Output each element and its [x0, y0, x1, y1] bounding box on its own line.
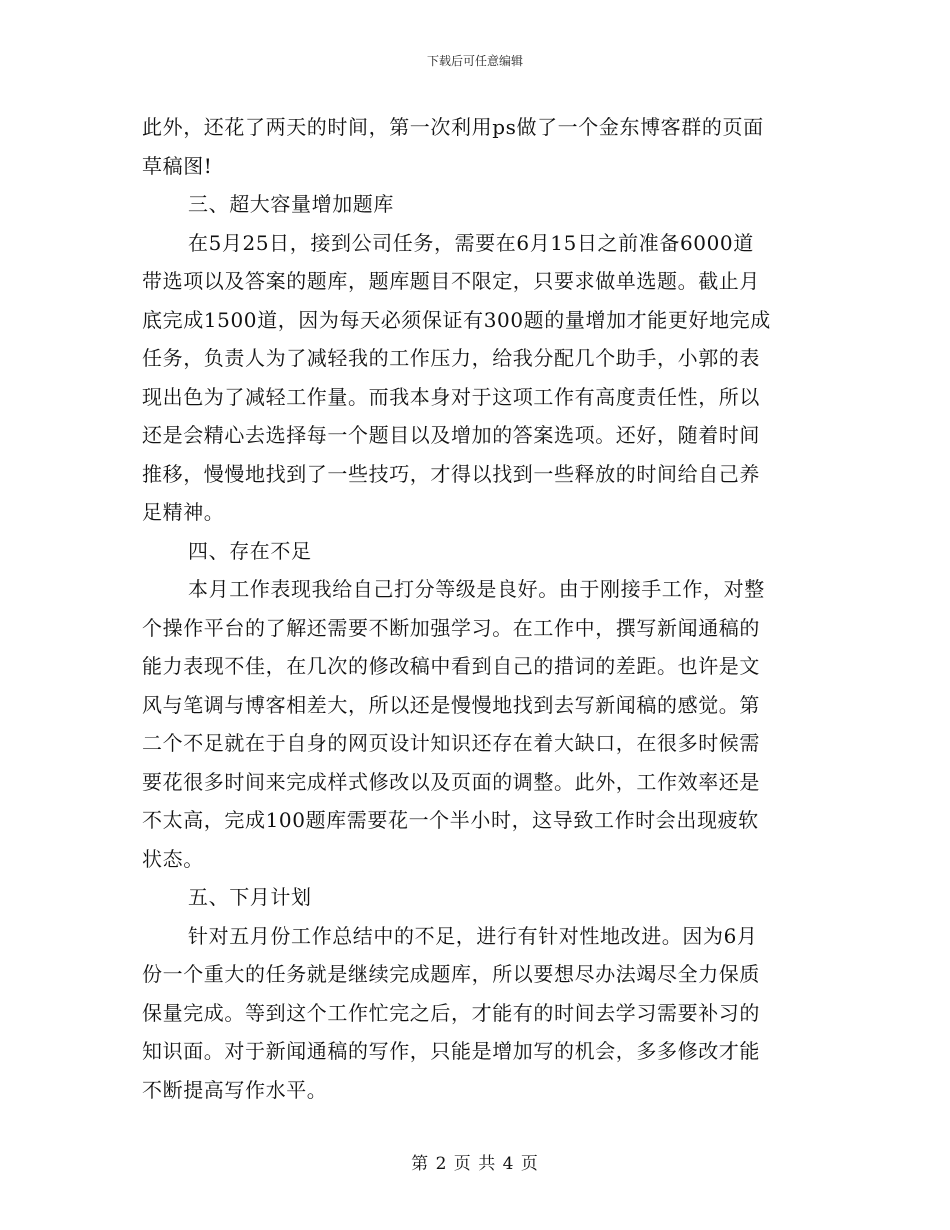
text-line: 本月工作表现我给自己打分等级是良好。由于刚接手工作，对整: [188, 577, 765, 601]
text-line: 足精神。: [142, 500, 225, 524]
text-line: 状态。: [142, 846, 204, 871]
text-line: 保量完成。等到这个工作忙完之后，才能有的时间去学习需要补习的: [142, 1000, 760, 1025]
text-line: 五、下月计划: [188, 885, 312, 909]
text-line: 现出色为了减轻工作量。而我本身对于这项工作有高度责任性，所以: [142, 384, 760, 409]
page-header: 下载后可任意编辑: [426, 54, 523, 68]
text-line: 针对五月份工作总结中的不足，进行有针对性地改进。因为6月: [188, 923, 758, 948]
text-line: 知识面。对于新闻通稿的写作，只能是增加写的机会，多多修改才能: [142, 1039, 760, 1063]
text-line: 能力表现不佳，在几次的修改稿中看到自己的措词的差距。也许是文: [142, 654, 760, 678]
text-line: 份一个重大的任务就是继续完成题库，所以要想尽办法竭尽全力保质: [142, 962, 760, 986]
text-line: 此外，还花了两天的时间，第一次利用ps做了一个金东博客群的页面: [142, 115, 764, 139]
text-line: 任务，负责人为了减轻我的工作压力，给我分配几个助手，小郭的表: [142, 346, 760, 370]
document-body: [142, 108, 810, 1109]
text-line: 不断提高写作水平。: [142, 1077, 328, 1102]
text-line: 三、超大容量增加题库: [188, 192, 394, 216]
page-footer: 第 2 页 共 4 页: [411, 1154, 539, 1174]
text-line: 不太高，完成100题库需要花一个半小时，这导致工作时会出现疲软: [142, 808, 759, 832]
text-line: 二个不足就在于自身的网页设计知识还存在着大缺口，在很多时候需: [142, 731, 760, 755]
text-line: 草稿图!: [142, 153, 213, 178]
text-line: 个操作平台的了解还需要不断加强学习。在工作中，撰写新闻通稿的: [142, 615, 760, 640]
text-line: 底完成1500道，因为每天必须保证有300题的量增加才能更好地完成: [142, 307, 771, 332]
text-line: 推移，慢慢地找到了一些技巧，才得以找到一些释放的时间给自己养: [142, 461, 760, 486]
text-line: 还是会精心去选择每一个题目以及增加的答案选项。还好，随着时间: [142, 423, 760, 447]
text-line: 风与笔调与博客相差大，所以还是慢慢地找到去写新闻稿的感觉。第: [142, 692, 760, 717]
text-line: 要花很多时间来完成样式修改以及页面的调整。此外，工作效率还是: [142, 769, 760, 794]
text-line: 带选项以及答案的题库，题库题目不限定，只要求做单选题。截止月: [142, 269, 760, 293]
text-line: 在5月25日，接到公司任务，需要在6月15日之前准备6000道: [188, 230, 754, 255]
text-line: 四、存在不足: [188, 538, 312, 563]
